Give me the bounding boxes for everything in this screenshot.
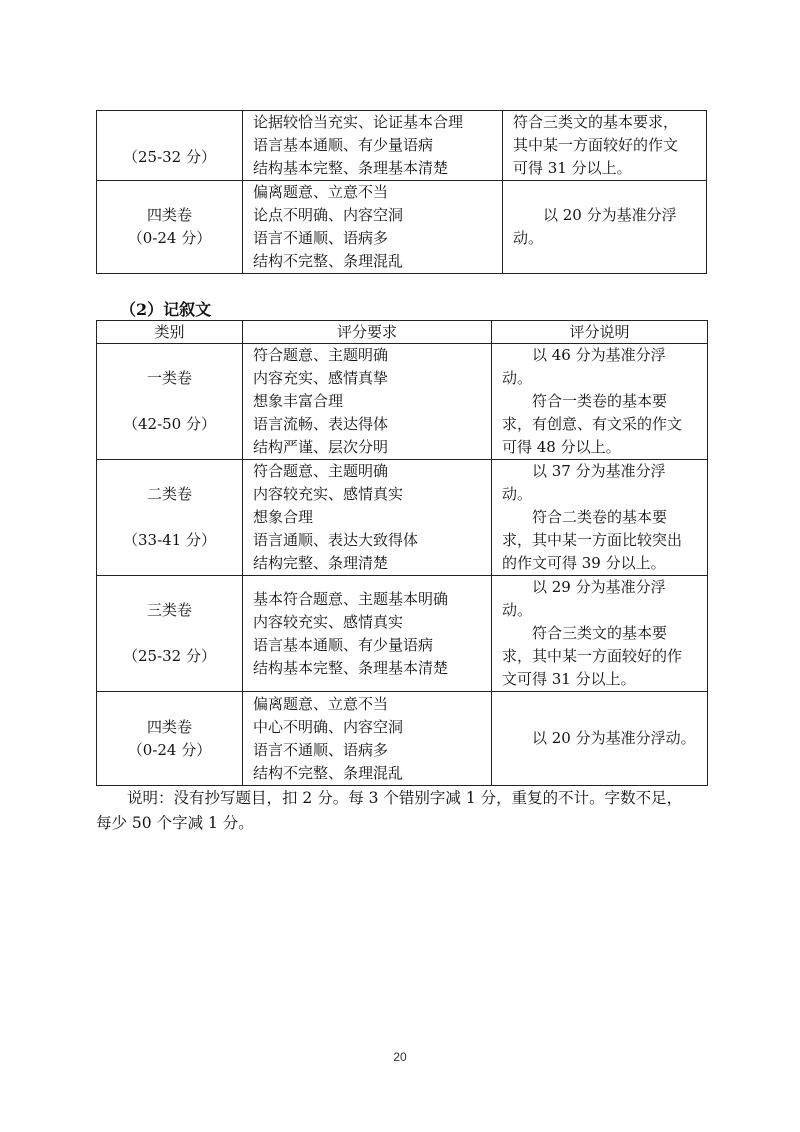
category-name: 一类卷: [146, 369, 192, 387]
score-range: （25-32 分）: [122, 647, 216, 665]
requirement-line: 语言流畅、表达得体: [253, 415, 389, 433]
table-row: [97, 344, 708, 460]
requirements-cell: [243, 344, 492, 460]
note-line: 说明：没有抄写题目，扣 2 分。每 3 个错别字减 1 分，重复的不计。字数不足，: [127, 789, 683, 807]
requirement-line: 语言通顺、表达大致得体: [253, 531, 419, 549]
header-explanation: 评分说明: [492, 321, 708, 344]
requirement-line: 偏离题意、立意不当: [253, 183, 389, 201]
requirement-line: 结构不完整、条理混乱: [253, 763, 404, 782]
requirements-cell: [243, 692, 492, 786]
requirement-line: 内容较充实、感情真实: [253, 485, 404, 503]
table-row: [97, 181, 707, 274]
score-range: （33-41 分）: [122, 531, 216, 549]
category-cell: [97, 181, 243, 274]
table-row: [97, 111, 707, 181]
explanation-line: 以 20 分为基准分浮动。: [532, 729, 696, 747]
scoring-note: [96, 786, 716, 836]
explanation-line: 的作文可得 39 分以上。: [502, 554, 666, 572]
header-category: 类别: [97, 321, 243, 344]
requirement-line: 中心不明确、内容空洞: [253, 717, 404, 736]
requirements-cell: [243, 111, 503, 181]
requirement-line: 语言不通顺、语病多: [253, 229, 389, 247]
explanation-line: 符合二类卷的基本要: [532, 508, 668, 526]
score-range: （0-24 分）: [127, 229, 212, 247]
explanation-line: 求，其中某一方面较好的作: [502, 647, 683, 665]
explanation-cell: [492, 460, 708, 576]
category-cell: [97, 576, 243, 692]
header-requirements: 评分要求: [243, 321, 492, 344]
requirement-line: 论据较恰当充实、论证基本合理: [253, 113, 464, 131]
explanation-cell: [503, 181, 707, 274]
explanation-line: 求，有创意、有文采的作文: [502, 415, 683, 433]
table-row: [97, 576, 708, 692]
note-line: 每少 50 个字减 1 分。: [96, 814, 254, 832]
explanation-line: 符合三类文的基本要求，: [513, 113, 679, 131]
category-name: 四类卷: [146, 206, 192, 224]
explanation-cell: [492, 344, 708, 460]
page-number: 20: [393, 1050, 407, 1064]
explanation-cell: [492, 692, 708, 786]
section-title: （2）记叙文: [120, 300, 212, 319]
score-range: （25-32 分）: [122, 147, 216, 166]
requirement-line: 想象丰富合理: [253, 392, 344, 410]
table-header-row: [97, 321, 708, 344]
category-cell: [97, 692, 243, 786]
category-cell: [97, 111, 243, 181]
explanation-line: 动。: [502, 601, 533, 619]
requirement-line: 结构严谨、层次分明: [253, 438, 389, 456]
requirement-line: 语言不通顺、语病多: [253, 740, 389, 759]
explanation-line: 动。: [502, 369, 533, 387]
requirement-line: 结构基本完整、条理基本清楚: [253, 658, 449, 677]
requirements-cell: [243, 576, 492, 692]
requirement-line: 符合题意、主题明确: [253, 462, 389, 480]
requirement-line: 论点不明确、内容空洞: [253, 206, 404, 224]
requirement-line: 语言基本通顺、有少量语病: [253, 136, 434, 154]
requirement-line: 结构完整、条理清楚: [253, 554, 389, 572]
category-name: 四类卷: [146, 717, 192, 736]
category-name: 二类卷: [146, 485, 192, 503]
explanation-line: 以 29 分为基准分浮: [532, 578, 666, 596]
explanation-line: 以 37 分为基准分浮: [532, 462, 666, 480]
explanation-line: 动。: [513, 229, 544, 247]
explanation-line: 文可得 31 分以上。: [502, 670, 636, 688]
explanation-cell: [503, 111, 707, 181]
requirement-line: 内容充实、感情真挚: [253, 369, 389, 387]
score-range: （0-24 分）: [127, 740, 212, 759]
explanation-cell: [492, 576, 708, 692]
scoring-table-narrative: [96, 320, 708, 786]
scoring-table-continued: [96, 110, 707, 274]
category-cell: [97, 344, 243, 460]
category-name: 三类卷: [146, 601, 192, 619]
explanation-line: 可得 48 分以上。: [502, 438, 621, 456]
requirement-line: 语言基本通顺、有少量语病: [253, 635, 434, 654]
table-row: [97, 460, 708, 576]
explanation-line: 动。: [502, 485, 533, 503]
explanation-line: 求，其中某一方面比较突出: [502, 531, 683, 549]
requirement-line: 内容较充实、感情真实: [253, 612, 404, 631]
category-cell: [97, 460, 243, 576]
explanation-line: 符合一类卷的基本要: [532, 392, 668, 410]
requirement-line: 想象合理: [253, 508, 314, 526]
requirement-line: 基本符合题意、主题基本明确: [253, 589, 449, 608]
explanation-line: 符合三类文的基本要: [532, 624, 668, 642]
table-row: [97, 692, 708, 786]
requirement-line: 结构基本完整、条理基本清楚: [253, 159, 449, 177]
explanation-line: 以 20 分为基准分浮: [543, 206, 677, 224]
explanation-line: 可得 31 分以上。: [513, 159, 632, 177]
requirement-line: 符合题意、主题明确: [253, 346, 389, 364]
requirements-cell: [243, 460, 492, 576]
explanation-line: 其中某一方面较好的作文: [513, 136, 679, 154]
requirement-line: 结构不完整、条理混乱: [253, 252, 404, 270]
requirement-line: 偏离题意、立意不当: [253, 694, 389, 713]
requirements-cell: [243, 181, 503, 274]
score-range: （42-50 分）: [122, 415, 216, 433]
explanation-line: 以 46 分为基准分浮: [532, 346, 666, 364]
